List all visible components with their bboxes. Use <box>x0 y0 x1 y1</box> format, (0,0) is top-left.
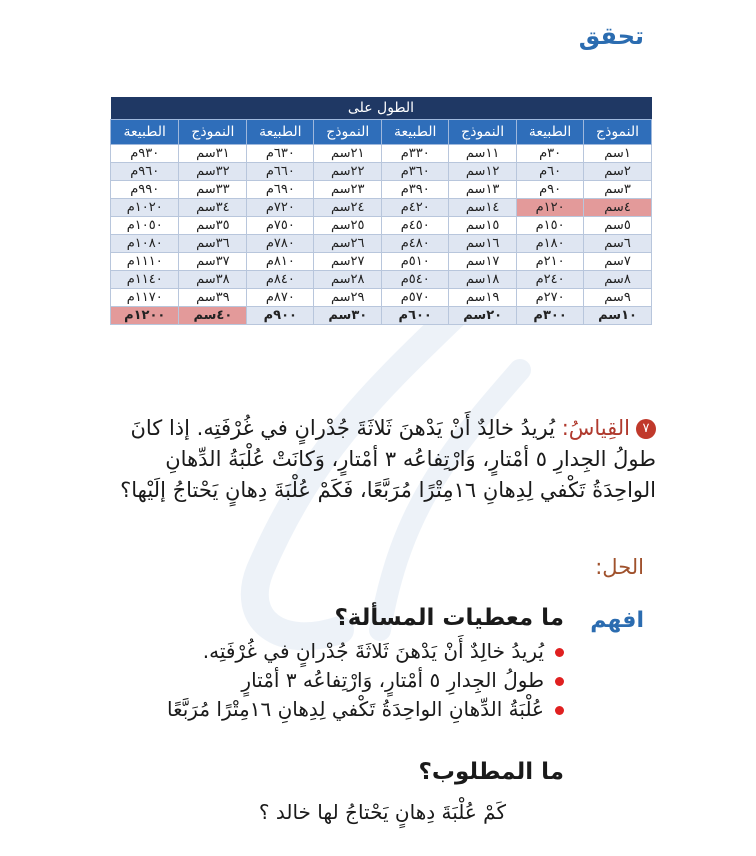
table-cell: ١٧سم <box>449 253 517 271</box>
table-cell: ٢٤٠م <box>517 271 584 289</box>
table-cell: ٥سم <box>584 217 652 235</box>
table-cell: ٣٠٠م <box>517 307 584 325</box>
table-cell: ١٢٠م <box>517 199 584 217</box>
problem-text: يُريدُ خالِدٌ أَنْ يَدْهنَ ثَلاثَةَ جُدْرانٍ في غُرْفَتِه. إذا كانَ طولُ الجِدارِ ٥ أمْتارٍ، وَارْتِفاعُه ٣ أمْتارٍ، وَكانَتْ عُلْبَةُ الدِّهانِ الواحِدَةُ تَكْفي لِدِهانِ ١٦مِتْرًا مُرَبَّعًا، فَكَمْ عُلْبَةَ دِهانٍ يَحْتاجُ إلَيْها؟ <box>120 416 656 502</box>
table-cell: ١٤سم <box>449 199 517 217</box>
table-cell: ١٠٢٠م <box>111 199 179 217</box>
problem-number-badge: ٧ <box>636 419 656 439</box>
table-cell: ١سم <box>584 145 652 163</box>
table-cell: ٤٢٠م <box>382 199 449 217</box>
table-cell: ٢٥سم <box>314 217 382 235</box>
col-header: النموذج <box>314 120 382 145</box>
table-cell: ٣٠سم <box>314 307 382 325</box>
table-cell: ٩٦٠م <box>111 163 179 181</box>
table-cell: ٩سم <box>584 289 652 307</box>
table-cell: ١٠سم <box>584 307 652 325</box>
table-cell: ٤٨٠م <box>382 235 449 253</box>
table-cell: ٦٣٠م <box>247 145 314 163</box>
col-header: النموذج <box>584 120 652 145</box>
table-cell: ٧٥٠م <box>247 217 314 235</box>
table-body <box>111 145 652 325</box>
table-cell: ٩٠م <box>517 181 584 199</box>
table-cell: ٣٩٠م <box>382 181 449 199</box>
table-cell: ٩٠٠م <box>247 307 314 325</box>
table-cell: ٢٢سم <box>314 163 382 181</box>
table-cell: ٢٩سم <box>314 289 382 307</box>
table-cell: ٨٧٠م <box>247 289 314 307</box>
table-row <box>111 199 652 217</box>
givens-heading: ما معطيات المسألة؟ <box>334 605 564 631</box>
table-cell: ٢سم <box>584 163 652 181</box>
table-row <box>111 253 652 271</box>
table-cell: ٧٨٠م <box>247 235 314 253</box>
solution-label: الحل: <box>595 555 644 579</box>
table-cell: ٢١٠م <box>517 253 584 271</box>
table-row <box>111 181 652 199</box>
col-header: الطبيعة <box>517 120 584 145</box>
list-item: عُلْبَةُ الدِّهانِ الواحِدَةُ تَكْفي لِدِهانِ ١٦مِتْرًا مُرَبَّعًا <box>96 695 566 724</box>
table-cell: ٦٦٠م <box>247 163 314 181</box>
table-cell: ١١٧٠م <box>111 289 179 307</box>
table-cell: ٥٤٠م <box>382 271 449 289</box>
problem-keyword: القِياسُ: <box>561 416 630 440</box>
col-header: النموذج <box>449 120 517 145</box>
table-cell: ٥١٠م <box>382 253 449 271</box>
required-question: كَمْ عُلْبَةَ دِهانٍ يَحْتاجُ لها خالد ؟ <box>258 800 506 824</box>
table-cell: ٢٨سم <box>314 271 382 289</box>
col-header: الطبيعة <box>111 120 179 145</box>
col-header: النموذج <box>179 120 247 145</box>
col-header: الطبيعة <box>382 120 449 145</box>
table-cell: ١١٤٠م <box>111 271 179 289</box>
table-cell: ٣٠م <box>517 145 584 163</box>
table-cell: ٣سم <box>584 181 652 199</box>
table-cell: ٢٧سم <box>314 253 382 271</box>
table-row <box>111 145 652 163</box>
table-cell: ١١سم <box>449 145 517 163</box>
table-cell: ٥٧٠م <box>382 289 449 307</box>
table-cell: ٨٤٠م <box>247 271 314 289</box>
table-caption: الطول على <box>111 97 652 120</box>
table-cell: ٢٦سم <box>314 235 382 253</box>
table-row <box>111 163 652 181</box>
table-row <box>111 289 652 307</box>
table-row <box>111 271 652 289</box>
page-title: تحقق <box>578 22 644 50</box>
table-cell: ٣٩سم <box>179 289 247 307</box>
table-cell: ٢٧٠م <box>517 289 584 307</box>
table-cell: ١٦سم <box>449 235 517 253</box>
problem-statement <box>96 413 656 506</box>
list-item: طولُ الجِدارِ ٥ أمْتارٍ، وَارْتِفاعُه ٣ أمْتارٍ <box>96 666 566 695</box>
table-cell: ٦٠٠م <box>382 307 449 325</box>
table-cell: ١٠٨٠م <box>111 235 179 253</box>
table-cell: ٦سم <box>584 235 652 253</box>
table-cell: ٢٣سم <box>314 181 382 199</box>
table-cell: ٢٠سم <box>449 307 517 325</box>
table-cell: ٣٤سم <box>179 199 247 217</box>
table-cell: ٢٤سم <box>314 199 382 217</box>
table-row <box>111 307 652 325</box>
table-cell: ٨سم <box>584 271 652 289</box>
table-cell: ٣٧سم <box>179 253 247 271</box>
table-cell: ١٥سم <box>449 217 517 235</box>
table-cell: ١١١٠م <box>111 253 179 271</box>
table-cell: ٨١٠م <box>247 253 314 271</box>
understand-label: افهم <box>590 608 644 633</box>
table-cell: ٣٦٠م <box>382 163 449 181</box>
table-cell: ٣٢سم <box>179 163 247 181</box>
table-cell: ٧٢٠م <box>247 199 314 217</box>
table-cell: ٤٠سم <box>179 307 247 325</box>
table-cell: ٦٠م <box>517 163 584 181</box>
table-row <box>111 235 652 253</box>
table-cell: ١٨سم <box>449 271 517 289</box>
table-cell: ٧سم <box>584 253 652 271</box>
table-cell: ٣١سم <box>179 145 247 163</box>
required-heading: ما المطلوب؟ <box>418 759 564 785</box>
table-cell: ٤سم <box>584 199 652 217</box>
col-header: الطبيعة <box>247 120 314 145</box>
table-cell: ١٥٠م <box>517 217 584 235</box>
table-cell: ٣٨سم <box>179 271 247 289</box>
table-cell: ٣٥سم <box>179 217 247 235</box>
table-cell: ٤٥٠م <box>382 217 449 235</box>
scale-table <box>110 97 652 325</box>
table-cell: ٣٣سم <box>179 181 247 199</box>
table-cell: ٩٩٠م <box>111 181 179 199</box>
givens-list <box>96 637 566 724</box>
table-row <box>111 217 652 235</box>
table-cell: ٩٣٠م <box>111 145 179 163</box>
table-cell: ٣٣٠م <box>382 145 449 163</box>
table-cell: ٣٦سم <box>179 235 247 253</box>
table-cell: ١٠٥٠م <box>111 217 179 235</box>
table-cell: ١٣سم <box>449 181 517 199</box>
table-cell: ١٢سم <box>449 163 517 181</box>
table-cell: ٢١سم <box>314 145 382 163</box>
table-cell: ١٨٠م <box>517 235 584 253</box>
table-cell: ١٢٠٠م <box>111 307 179 325</box>
table-cell: ٦٩٠م <box>247 181 314 199</box>
list-item: يُريدُ خالِدٌ أَنْ يَدْهنَ ثَلاثَةَ جُدْرانٍ في غُرْفَتِه. <box>96 637 566 666</box>
table-cell: ١٩سم <box>449 289 517 307</box>
